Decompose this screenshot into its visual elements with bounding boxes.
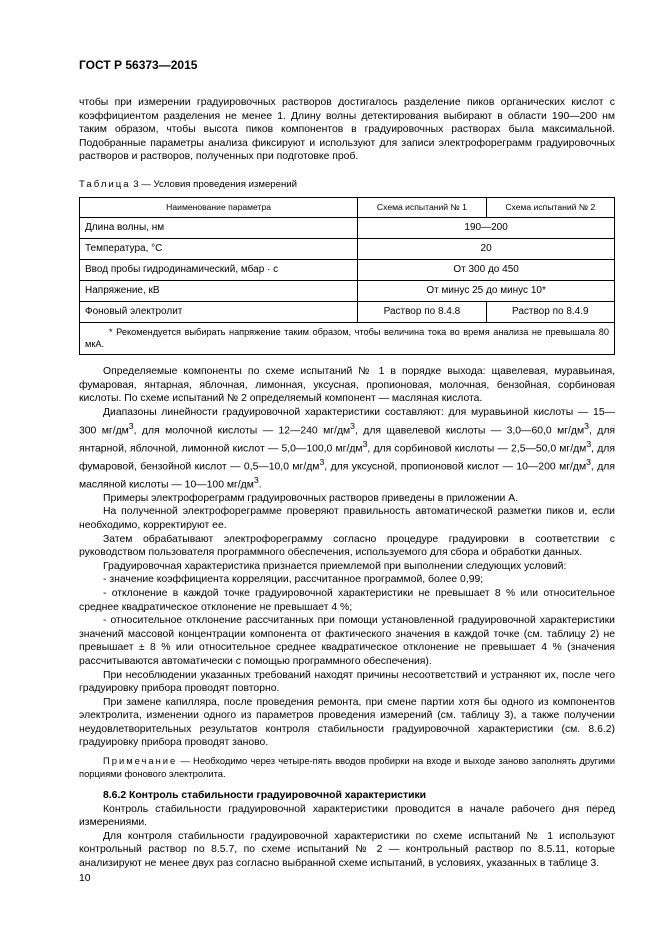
range-text-5: , для сорбиновой кислоты — 2,5—50,0 мг/дм: [367, 443, 587, 455]
param-electrolyte: Фоновый электролит: [80, 302, 358, 323]
table-caption-label: Таблица: [79, 178, 131, 190]
note-label: Примечание: [103, 755, 178, 767]
table-row: [80, 260, 615, 281]
header-scheme-2: Схема испытаний № 2: [486, 197, 614, 218]
value-temperature: 20: [358, 239, 615, 260]
table-row: [80, 239, 615, 260]
param-voltage: Напряжение, кВ: [80, 281, 358, 302]
param-injection: Ввод пробы гидродинамический, мбар · с: [80, 260, 358, 281]
value-voltage: От минус 25 до минус 10*: [358, 281, 615, 302]
table-footnote-row: [80, 323, 615, 355]
paragraph-intro: чтобы при измерении градуировочных растворов достигалось разделение пиков органических кислот с коэффициентом разделения не менее 1. Длину волны детектирования выбирают в области 190—200 нм таким образом, чтобы высота пиков компонентов в градуировочных растворах была максимальной. Подобранные параметры анализа фиксируют и используют для записи электрофореграмм градуировочных растворов и растворов, полученных при подготовке проб.: [79, 97, 615, 163]
page-content: [79, 96, 615, 871]
range-text-6: , для фумаровой, бензойной кислот — 0,5—10,0 мг/дм: [79, 443, 615, 473]
condition-1: - значение коэффициента корреляции, рассчитанное программой, более 0,99;: [103, 574, 484, 586]
value-wavelength: 190—200: [358, 218, 615, 239]
table-caption: [79, 178, 615, 192]
paragraph-components: Определяемые компоненты по схеме испытаний № 1 в порядке выхода: щавелевая, муравьиная, фумаровая, янтарная, яблочная, лимонная, уксусная, пропионовая, молочная, бензойная, сорбиновая кислоты. По схеме испытаний № 2 определяемый компонент — масляная кислота.: [79, 366, 615, 405]
superscript: 3: [584, 420, 589, 431]
paragraph-acceptable: Градуировочная характеристика признается приемлемой при выполнении следующих условий:: [103, 560, 567, 572]
superscript: 3: [586, 456, 591, 467]
paragraph-check: На полученной электрофореграмме проверяют правильность автоматической разметки пиков и, если необходимо, корректируют ее.: [79, 506, 615, 531]
standard-header: ГОСТ Р 56373—2015: [79, 58, 198, 72]
condition-2: - отклонение в каждой точке градуировочной характеристики не превышает 8 % или относительное среднее квадратическое отклонение не превышает 4 %;: [79, 587, 615, 613]
range-text-4: , для янтарной, яблочной, лимонной кислот — 5,0—100,0 мг/дм: [79, 425, 616, 455]
param-wavelength: Длина волны, нм: [80, 218, 358, 239]
page-number: 10: [79, 873, 91, 884]
superscript: 3: [128, 420, 134, 431]
range-text-8: , для масляной кислоты — 10—100 мг/дм: [79, 461, 615, 491]
header-parameter: Наименование параметра: [80, 197, 358, 218]
section-heading-8-6-2: 8.6.2 Контроль стабильности градуировочной характеристики: [103, 790, 427, 802]
table-footnote: * Рекомендуется выбирать напряжение таким образом, чтобы величина тока во время анализа не превышала 80 мкА.: [80, 323, 615, 355]
superscript: 3: [586, 438, 592, 449]
paragraph-stability-1: Контроль стабильности градуировочной характеристики проводится в начале рабочего дня перед измерениями.: [79, 803, 615, 829]
paragraph-process: Затем обрабатывают электрофореграмму согласно процедуре градуировки в соответствии с руководством пользователя программного обеспечения, используемого для сбора и обработки данных.: [79, 533, 615, 559]
range-text-3: , для щавелевой кислоты — 3,0—60,0 мг/дм: [354, 425, 585, 436]
table-row: [80, 281, 615, 302]
range-text-2: , для молочной кислоты — 12—240 мг/дм: [133, 425, 351, 436]
note-text: — Необходимо через четыре-пять вводов пробирки на входе и выходе заново заполнять другими порциями фонового электролита.: [79, 755, 615, 779]
paragraph-stability-2: Для контроля стабильности градуировочной характеристики по схеме испытаний № 1 используют контрольный раствор по 8.5.7, по схеме испытаний № 2 — контрольный раствор по 8.5.11, которые анализируют не менее двух раз согласно выбранной схеме испытаний, в условиях, указанных в таблице 3.: [79, 830, 615, 870]
paragraph-examples: Примеры электрофореграмм градуировочных растворов приведены в приложении А.: [103, 492, 519, 504]
value-injection: От 300 до 450: [358, 260, 615, 281]
paragraph-failure: При несоблюдении указанных требований находят причины несоответствий и устраняют их, после чего градуировку прибора проводят повторно.: [79, 669, 615, 695]
range-text-1: Диапазоны линейности градуировочной характеристики составляют: для муравьиной кислоты — 15—300 мг/дм: [79, 406, 615, 436]
paragraph-replace: При замене капилляра, после проведения ремонта, при смене партии хотя бы одного из компонентов электролита, изменении одного из параметров проведения измерений (см. таблицу 3), а также получении неудовлетворительных результатов контроля стабильности градуировочной характеристики (см. 8.6.2) градуировку прибора проводят заново.: [79, 696, 615, 749]
table-header-row: [80, 197, 615, 218]
paragraph-linearity-ranges: [79, 406, 615, 492]
superscript: 3: [362, 438, 368, 449]
superscript: 3: [253, 474, 259, 485]
value-electrolyte-scheme-1: Раствор по 8.4.8: [358, 302, 486, 323]
value-electrolyte-scheme-2: Раствор по 8.4.9: [486, 302, 614, 323]
table-row: [80, 302, 615, 323]
range-text-9: .: [258, 479, 262, 491]
note: [79, 755, 615, 780]
superscript: 3: [350, 420, 355, 431]
conditions-table: [79, 197, 615, 356]
table-caption-text: 3 — Условия проведения измерений: [130, 178, 297, 190]
header-scheme-1: Схема испытаний № 1: [358, 197, 486, 218]
table-row: [80, 218, 615, 239]
condition-3: - относительное отклонение рассчитанных при помощи установленной градуировочной характеристики значений массовой концентрации компонента от фактического значения в каждой точке (см. таблицу 2) не превышает ± 8 % или относительное среднее квадратическое отклонение не превышает 4 % (значения рассчитываются автоматически с помощью программного обеспечения).: [79, 615, 615, 667]
param-temperature: Температура, °С: [80, 239, 358, 260]
superscript: 3: [319, 456, 325, 467]
range-text-7: , для уксусной, пропионовой кислот — 10—200 мг/дм: [324, 461, 587, 473]
